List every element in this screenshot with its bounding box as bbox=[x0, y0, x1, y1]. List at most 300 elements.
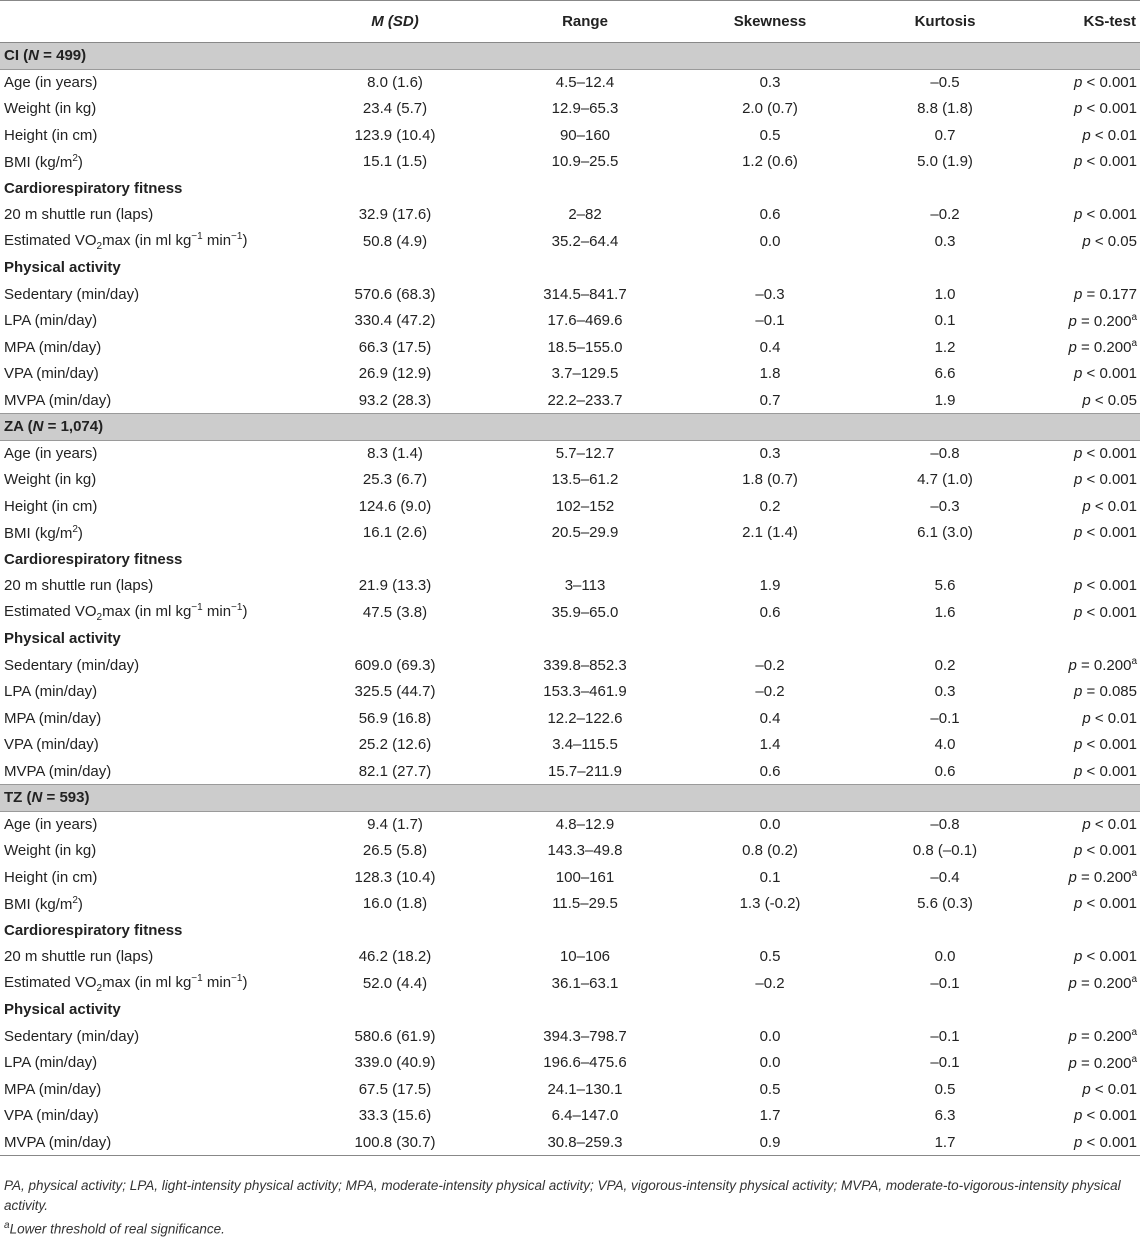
table-row bbox=[0, 149, 1140, 176]
footnote-ref: a bbox=[1131, 656, 1137, 668]
p-symbol: p bbox=[1074, 100, 1083, 118]
row-label-text: Sedentary (min/day) bbox=[4, 285, 140, 303]
p-value: < 0.001 bbox=[1086, 74, 1137, 91]
p-symbol: p bbox=[1074, 1133, 1083, 1151]
vo2-min-exponent: −1 bbox=[231, 601, 243, 613]
cell-skewness: 1.8 (0.7) bbox=[742, 471, 798, 489]
vo2-min: min bbox=[202, 231, 232, 249]
p-symbol: p bbox=[1082, 232, 1091, 250]
cell-ks-test bbox=[1030, 1023, 1140, 1050]
group-n: 1,074 bbox=[60, 418, 99, 436]
cell-ks-test bbox=[1030, 467, 1140, 494]
cell-ks-test bbox=[1030, 440, 1140, 467]
group-n-eq: = bbox=[43, 418, 61, 436]
p-symbol: p bbox=[1068, 657, 1077, 675]
cell-ks-test bbox=[1030, 96, 1140, 123]
p-value: < 0.001 bbox=[1086, 762, 1137, 780]
table-row bbox=[0, 811, 1140, 838]
table-row bbox=[0, 758, 1140, 785]
cell-skewness: 0.6 bbox=[759, 206, 781, 224]
cell-mean-sd: 26.9 (12.9) bbox=[358, 365, 432, 383]
cell-skewness: 0.2 bbox=[759, 497, 781, 515]
cell-range: 4.8–12.9 bbox=[555, 816, 615, 833]
cell-kurtosis: 5.6 (0.3) bbox=[917, 895, 973, 913]
cell-ks-test bbox=[1030, 308, 1140, 335]
cell-skewness: 1.4 bbox=[759, 736, 781, 754]
p-symbol: p bbox=[1068, 869, 1077, 887]
row-label bbox=[0, 520, 300, 547]
row-label-text: Estimated VO bbox=[4, 602, 97, 620]
row-label-text: Height (in cm) bbox=[4, 126, 98, 144]
p-symbol: p bbox=[1074, 445, 1083, 462]
p-value: < 0.01 bbox=[1094, 709, 1137, 727]
row-label-text: MPA (min/day) bbox=[4, 338, 102, 356]
cell-range: 24.1–130.1 bbox=[547, 1080, 623, 1098]
header-row bbox=[0, 1, 1140, 43]
cell-range: 3–113 bbox=[564, 577, 606, 595]
cell-skewness: 0.6 bbox=[759, 762, 781, 780]
cell-skewness: 0.7 bbox=[759, 391, 781, 409]
cell-kurtosis: 4.7 (1.0) bbox=[917, 471, 973, 489]
row-label bbox=[0, 944, 300, 971]
table-row bbox=[0, 493, 1140, 520]
p-symbol: p bbox=[1074, 683, 1083, 701]
p-symbol: p bbox=[1074, 842, 1083, 860]
row-label-text: 20 m shuttle run (laps) bbox=[4, 948, 154, 966]
cell-skewness: 1.8 bbox=[759, 365, 781, 383]
cell-ks-test bbox=[1030, 361, 1140, 388]
footnote-ref: a bbox=[1131, 868, 1137, 880]
cell-ks-test bbox=[1030, 652, 1140, 679]
row-label bbox=[0, 149, 300, 176]
row-label-text: 20 m shuttle run (laps) bbox=[4, 206, 154, 224]
cell-kurtosis: 1.9 bbox=[934, 391, 956, 409]
row-label-text: Age (in years) bbox=[4, 74, 98, 91]
cell-range: 15.7–211.9 bbox=[548, 762, 622, 780]
abbreviations-note: PA, physical activity; LPA, light-intensity physical activity; MPA, moderate-intensity physical activity; VPA, vigorous-intensity physical activity; MVPA, moderate-to-vigorous-intensity physical activity. bbox=[4, 1178, 1121, 1213]
cell-kurtosis: 1.0 bbox=[934, 285, 956, 303]
cell-ks-test bbox=[1030, 69, 1140, 96]
group-header: CI (N = 499) bbox=[0, 43, 1140, 70]
cell-mean-sd: 8.3 (1.4) bbox=[367, 445, 423, 462]
p-symbol: p bbox=[1082, 709, 1091, 727]
cell-kurtosis: –0.8 bbox=[930, 816, 960, 833]
cell-mean-sd: 50.8 (4.9) bbox=[362, 232, 428, 250]
vo2-exponent: −1 bbox=[191, 601, 203, 613]
row-label bbox=[0, 758, 300, 785]
cell-skewness: 0.3 bbox=[759, 74, 781, 91]
p-symbol: p bbox=[1074, 603, 1083, 621]
header-skewness: Skewness bbox=[680, 1, 860, 43]
cell-ks-test bbox=[1030, 1103, 1140, 1130]
footnote-ref: a bbox=[1131, 1053, 1137, 1065]
vo2-close: ) bbox=[242, 973, 248, 991]
vo2-unit: max (in ml kg bbox=[102, 602, 192, 620]
subsection-label: Cardiorespiratory fitness bbox=[4, 550, 183, 568]
cell-kurtosis: 1.7 bbox=[860, 1129, 1030, 1156]
row-label bbox=[0, 1023, 300, 1050]
cell-range: 100–161 bbox=[555, 868, 615, 886]
p-value: < 0.05 bbox=[1094, 232, 1137, 250]
table-row bbox=[0, 970, 1140, 997]
table-row bbox=[0, 387, 1140, 414]
header-mean-sd: M (SD) bbox=[300, 1, 490, 43]
row-label bbox=[0, 1103, 300, 1130]
p-symbol: p bbox=[1068, 975, 1077, 993]
row-label bbox=[0, 891, 300, 918]
cell-mean-sd: 8.0 (1.6) bbox=[367, 74, 423, 91]
p-value: < 0.001 bbox=[1086, 895, 1137, 913]
row-label bbox=[0, 122, 300, 149]
p-value: = 0.200 bbox=[1080, 975, 1132, 993]
p-symbol: p bbox=[1074, 153, 1083, 171]
cell-range: 102–152 bbox=[555, 497, 615, 515]
footnote-ref: a bbox=[1131, 974, 1137, 986]
row-label bbox=[0, 864, 300, 891]
table-row bbox=[0, 679, 1140, 706]
subsection-label: Cardiorespiratory fitness bbox=[4, 921, 183, 939]
p-value: = 0.085 bbox=[1086, 683, 1137, 701]
p-value: = 0.200 bbox=[1080, 312, 1132, 330]
p-value: < 0.01 bbox=[1094, 1080, 1137, 1098]
row-label-text: Height (in cm) bbox=[4, 868, 98, 886]
p-value: < 0.01 bbox=[1094, 816, 1137, 833]
vo2-exponent: −1 bbox=[191, 230, 203, 242]
cell-kurtosis: 6.3 bbox=[934, 1107, 956, 1125]
cell-range: 12.2–122.6 bbox=[547, 709, 623, 727]
row-label-text: Height (in cm) bbox=[4, 497, 98, 515]
p-value: = 0.200 bbox=[1080, 657, 1132, 675]
subsection-row bbox=[0, 626, 1140, 653]
vo2-subscript: 2 bbox=[96, 982, 103, 994]
cell-range: 196.6–475.6 bbox=[543, 1054, 627, 1072]
cell-range: 339.8–852.3 bbox=[543, 656, 627, 674]
row-label-text: Sedentary (min/day) bbox=[4, 656, 140, 674]
p-symbol: p bbox=[1074, 948, 1083, 966]
cell-kurtosis: –0.5 bbox=[930, 74, 960, 91]
cell-mean-sd: 21.9 (13.3) bbox=[358, 577, 432, 595]
table-row bbox=[0, 202, 1140, 229]
p-symbol: p bbox=[1082, 126, 1091, 144]
table-row bbox=[0, 69, 1140, 96]
p-value: < 0.01 bbox=[1094, 497, 1137, 515]
cell-mean-sd: 16.1 (2.6) bbox=[362, 524, 428, 542]
cell-mean-sd: 93.2 (28.3) bbox=[358, 391, 432, 409]
row-label-text: MPA (min/day) bbox=[4, 1080, 102, 1098]
cell-range: 13.5–61.2 bbox=[551, 471, 619, 489]
cell-range: 6.4–147.0 bbox=[551, 1107, 619, 1125]
cell-ks-test bbox=[1030, 573, 1140, 600]
row-label-text: BMI (kg/m bbox=[4, 524, 73, 542]
group-n-symbol: N bbox=[32, 418, 44, 436]
cell-ks-test bbox=[1030, 944, 1140, 971]
vo2-subscript: 2 bbox=[96, 611, 103, 623]
cell-mean-sd: 124.6 (9.0) bbox=[358, 497, 432, 515]
p-symbol: p bbox=[1068, 339, 1077, 357]
row-label-text: Estimated VO bbox=[4, 231, 97, 249]
cell-mean-sd: 123.9 (10.4) bbox=[354, 126, 436, 144]
cell-kurtosis: –0.2 bbox=[930, 206, 960, 224]
cell-range: 35.9–65.0 bbox=[551, 603, 619, 621]
table-row bbox=[0, 864, 1140, 891]
group-label: CI bbox=[4, 47, 19, 65]
row-label-text: MVPA (min/day) bbox=[4, 762, 112, 780]
vo2-close: ) bbox=[242, 231, 248, 249]
table-row bbox=[0, 705, 1140, 732]
row-label-text: Age (in years) bbox=[4, 445, 98, 462]
cell-mean-sd: 52.0 (4.4) bbox=[362, 974, 428, 992]
cell-kurtosis: 0.5 bbox=[934, 1080, 956, 1098]
cell-range: 20.5–29.9 bbox=[551, 524, 619, 542]
row-label bbox=[0, 361, 300, 388]
cell-ks-test bbox=[1030, 387, 1140, 414]
cell-range: 90–160 bbox=[559, 126, 611, 144]
row-label bbox=[0, 573, 300, 600]
cell-mean-sd: 67.5 (17.5) bbox=[358, 1080, 432, 1098]
cell-kurtosis: 6.6 bbox=[934, 365, 956, 383]
p-symbol: p bbox=[1074, 895, 1083, 913]
p-symbol: p bbox=[1068, 1054, 1077, 1072]
cell-kurtosis: 0.0 bbox=[934, 948, 956, 966]
cell-mean-sd: 26.5 (5.8) bbox=[362, 842, 428, 860]
group-n-symbol: N bbox=[31, 789, 43, 807]
p-symbol: p bbox=[1074, 736, 1083, 754]
p-value: = 0.200 bbox=[1080, 1028, 1132, 1046]
row-label bbox=[0, 467, 300, 494]
cell-mean-sd: 25.3 (6.7) bbox=[362, 471, 428, 489]
table-row bbox=[0, 361, 1140, 388]
cell-ks-test bbox=[1030, 838, 1140, 865]
subsection-row bbox=[0, 997, 1140, 1024]
table-row bbox=[0, 228, 1140, 255]
p-value: < 0.001 bbox=[1086, 206, 1137, 224]
p-symbol: p bbox=[1074, 206, 1083, 224]
subsection-row bbox=[0, 546, 1140, 573]
row-label-text: VPA (min/day) bbox=[4, 1107, 99, 1125]
cell-skewness: 0.1 bbox=[759, 868, 781, 886]
cell-range: 314.5–841.7 bbox=[543, 285, 627, 303]
group-label: ZA bbox=[4, 418, 24, 436]
p-symbol: p bbox=[1074, 74, 1083, 91]
cell-skewness: 1.9 bbox=[759, 577, 781, 595]
p-value: < 0.001 bbox=[1086, 577, 1137, 595]
p-symbol: p bbox=[1074, 471, 1083, 489]
cell-mean-sd: 33.3 (15.6) bbox=[358, 1107, 432, 1125]
cell-kurtosis: –0.3 bbox=[930, 497, 960, 515]
footnote-ref: a bbox=[1131, 311, 1137, 323]
p-value: = 0.200 bbox=[1080, 869, 1132, 887]
cell-range: 12.9–65.3 bbox=[551, 100, 619, 118]
cell-range: 22.2–233.7 bbox=[547, 391, 623, 409]
cell-kurtosis: 5.6 bbox=[934, 577, 956, 595]
table-row bbox=[0, 334, 1140, 361]
cell-ks-test bbox=[1030, 520, 1140, 547]
cell-mean-sd: 56.9 (16.8) bbox=[358, 709, 432, 727]
p-symbol: p bbox=[1074, 762, 1083, 780]
cell-kurtosis: 8.8 (1.8) bbox=[917, 100, 973, 118]
row-label bbox=[0, 202, 300, 229]
cell-mean-sd: 128.3 (10.4) bbox=[354, 868, 436, 886]
p-value: < 0.001 bbox=[1086, 365, 1137, 383]
cell-ks-test bbox=[1030, 1076, 1140, 1103]
cell-skewness: 0.0 bbox=[759, 1054, 781, 1072]
cell-mean-sd: 82.1 (27.7) bbox=[358, 762, 432, 780]
vo2-exponent: −1 bbox=[191, 972, 203, 984]
cell-ks-test bbox=[1030, 679, 1140, 706]
table-row bbox=[0, 599, 1140, 626]
cell-range: 35.2–64.4 bbox=[551, 232, 619, 250]
cell-ks-test bbox=[1030, 970, 1140, 997]
row-label bbox=[0, 334, 300, 361]
p-value: = 0.200 bbox=[1080, 1054, 1132, 1072]
cell-kurtosis: 4.0 bbox=[934, 736, 956, 754]
row-label-text: Sedentary (min/day) bbox=[4, 1027, 140, 1045]
row-label bbox=[0, 1076, 300, 1103]
cell-skewness: 0.5 bbox=[759, 1080, 781, 1098]
bmi-close: ) bbox=[77, 524, 83, 542]
row-label-text: BMI (kg/m bbox=[4, 895, 73, 913]
table-row bbox=[0, 891, 1140, 918]
table-row bbox=[0, 467, 1140, 494]
cell-skewness: 0.4 bbox=[759, 338, 781, 356]
p-symbol: p bbox=[1082, 497, 1091, 515]
cell-ks-test bbox=[1030, 1050, 1140, 1077]
cell-kurtosis: 0.6 bbox=[934, 762, 956, 780]
cell-kurtosis: 0.1 bbox=[934, 312, 956, 330]
cell-mean-sd: 339.0 (40.9) bbox=[354, 1054, 436, 1072]
cell-range: 2–82 bbox=[568, 206, 602, 224]
cell-range: 10–106 bbox=[559, 948, 611, 966]
row-label bbox=[0, 387, 300, 414]
row-label bbox=[0, 308, 300, 335]
group-n-symbol: N bbox=[28, 47, 40, 65]
p-value: < 0.001 bbox=[1086, 471, 1137, 489]
row-label bbox=[0, 838, 300, 865]
vo2-min: min bbox=[202, 602, 232, 620]
subsection-label: Cardiorespiratory fitness bbox=[4, 179, 183, 197]
row-label bbox=[0, 811, 300, 838]
cell-skewness: –0.2 bbox=[755, 683, 785, 701]
p-value: < 0.01 bbox=[1094, 126, 1137, 144]
subsection-label: Physical activity bbox=[4, 259, 121, 277]
p-symbol: p bbox=[1082, 1080, 1091, 1098]
row-label-text: MPA (min/day) bbox=[4, 709, 102, 727]
p-value: < 0.001 bbox=[1086, 153, 1137, 171]
row-label-text: BMI (kg/m bbox=[4, 153, 73, 171]
cell-mean-sd: 325.5 (44.7) bbox=[354, 683, 436, 701]
cell-skewness: 0.5 bbox=[759, 126, 781, 144]
row-label bbox=[0, 705, 300, 732]
group-n: 499 bbox=[56, 47, 82, 65]
cell-range: 3.4–115.5 bbox=[552, 736, 618, 754]
cell-ks-test bbox=[1030, 202, 1140, 229]
p-value: < 0.001 bbox=[1086, 948, 1137, 966]
cell-skewness: 2.1 (1.4) bbox=[742, 524, 798, 542]
cell-ks-test bbox=[1030, 149, 1140, 176]
vo2-subscript: 2 bbox=[96, 240, 103, 252]
cell-skewness: –0.2 bbox=[755, 656, 785, 674]
cell-kurtosis: 1.2 bbox=[934, 338, 956, 356]
table-row bbox=[0, 944, 1140, 971]
p-value: < 0.05 bbox=[1094, 391, 1137, 409]
vo2-min-exponent: −1 bbox=[231, 230, 243, 242]
cell-skewness: 0.0 bbox=[759, 816, 781, 833]
subsection-row bbox=[0, 917, 1140, 944]
cell-ks-test bbox=[1030, 281, 1140, 308]
cell-mean-sd: 66.3 (17.5) bbox=[358, 338, 432, 356]
cell-ks-test bbox=[1030, 891, 1140, 918]
table-row bbox=[0, 281, 1140, 308]
cell-kurtosis: 0.7 bbox=[934, 126, 956, 144]
cell-kurtosis: 6.1 (3.0) bbox=[917, 524, 973, 542]
cell-skewness: 0.0 bbox=[759, 1027, 781, 1045]
cell-kurtosis: –0.1 bbox=[930, 1054, 960, 1072]
row-label-text: VPA (min/day) bbox=[4, 365, 99, 383]
cell-range: 10.9–25.5 bbox=[551, 153, 619, 171]
cell-kurtosis: 1.6 bbox=[934, 603, 956, 621]
cell-range: 394.3–798.7 bbox=[543, 1027, 627, 1045]
subsection-row bbox=[0, 255, 1140, 282]
group-header: TZ (N = 593) bbox=[0, 785, 1140, 812]
row-label-text: LPA (min/day) bbox=[4, 1054, 98, 1072]
cell-kurtosis: –0.8 bbox=[930, 445, 960, 462]
bmi-close: ) bbox=[77, 153, 83, 171]
cell-mean-sd: 16.0 (1.8) bbox=[362, 895, 428, 913]
cell-range: 143.3–49.8 bbox=[547, 842, 623, 860]
cell-skewness: 0.0 bbox=[759, 232, 781, 250]
row-label bbox=[0, 679, 300, 706]
vo2-unit: max (in ml kg bbox=[102, 231, 192, 249]
vo2-close: ) bbox=[242, 602, 248, 620]
cell-ks-test bbox=[1030, 811, 1140, 838]
table-row bbox=[0, 440, 1140, 467]
cell-range: 5.7–12.7 bbox=[555, 445, 615, 462]
cell-ks-test bbox=[1030, 228, 1140, 255]
row-label-text: Weight (in kg) bbox=[4, 471, 97, 489]
cell-mean-sd: 47.5 (3.8) bbox=[362, 603, 428, 621]
cell-ks-test bbox=[1030, 732, 1140, 759]
row-label-text: VPA (min/day) bbox=[4, 736, 99, 754]
bmi-exponent: 2 bbox=[72, 523, 78, 535]
cell-ks-test bbox=[1030, 599, 1140, 626]
table-row bbox=[0, 1023, 1140, 1050]
row-label bbox=[0, 970, 300, 997]
p-value: = 0.177 bbox=[1086, 285, 1137, 303]
p-value: < 0.001 bbox=[1086, 603, 1137, 621]
row-label bbox=[0, 493, 300, 520]
row-label-text: Weight (in kg) bbox=[4, 100, 97, 118]
cell-mean-sd: 15.1 (1.5) bbox=[362, 153, 428, 171]
cell-mean-sd: 25.2 (12.6) bbox=[358, 736, 432, 754]
subsection-label: Physical activity bbox=[4, 1001, 121, 1019]
row-label bbox=[0, 652, 300, 679]
footnote-text: Lower threshold of real significance. bbox=[9, 1221, 225, 1237]
cell-mean-sd: 9.4 (1.7) bbox=[367, 816, 423, 833]
p-value: = 0.200 bbox=[1080, 339, 1132, 357]
cell-mean-sd: 100.8 (30.7) bbox=[300, 1129, 490, 1156]
cell-skewness: 2.0 (0.7) bbox=[742, 100, 798, 118]
table-body bbox=[0, 43, 1140, 1156]
group-n: 593 bbox=[59, 789, 85, 807]
footnote-ref: a bbox=[1131, 338, 1137, 350]
cell-ks-test bbox=[1030, 122, 1140, 149]
cell-kurtosis: –0.1 bbox=[930, 1027, 960, 1045]
bmi-close: ) bbox=[77, 895, 83, 913]
table-row bbox=[0, 652, 1140, 679]
table-notes bbox=[4, 1176, 1140, 1240]
cell-skewness: 0.5 bbox=[759, 948, 781, 966]
p-symbol: p bbox=[1074, 365, 1083, 383]
